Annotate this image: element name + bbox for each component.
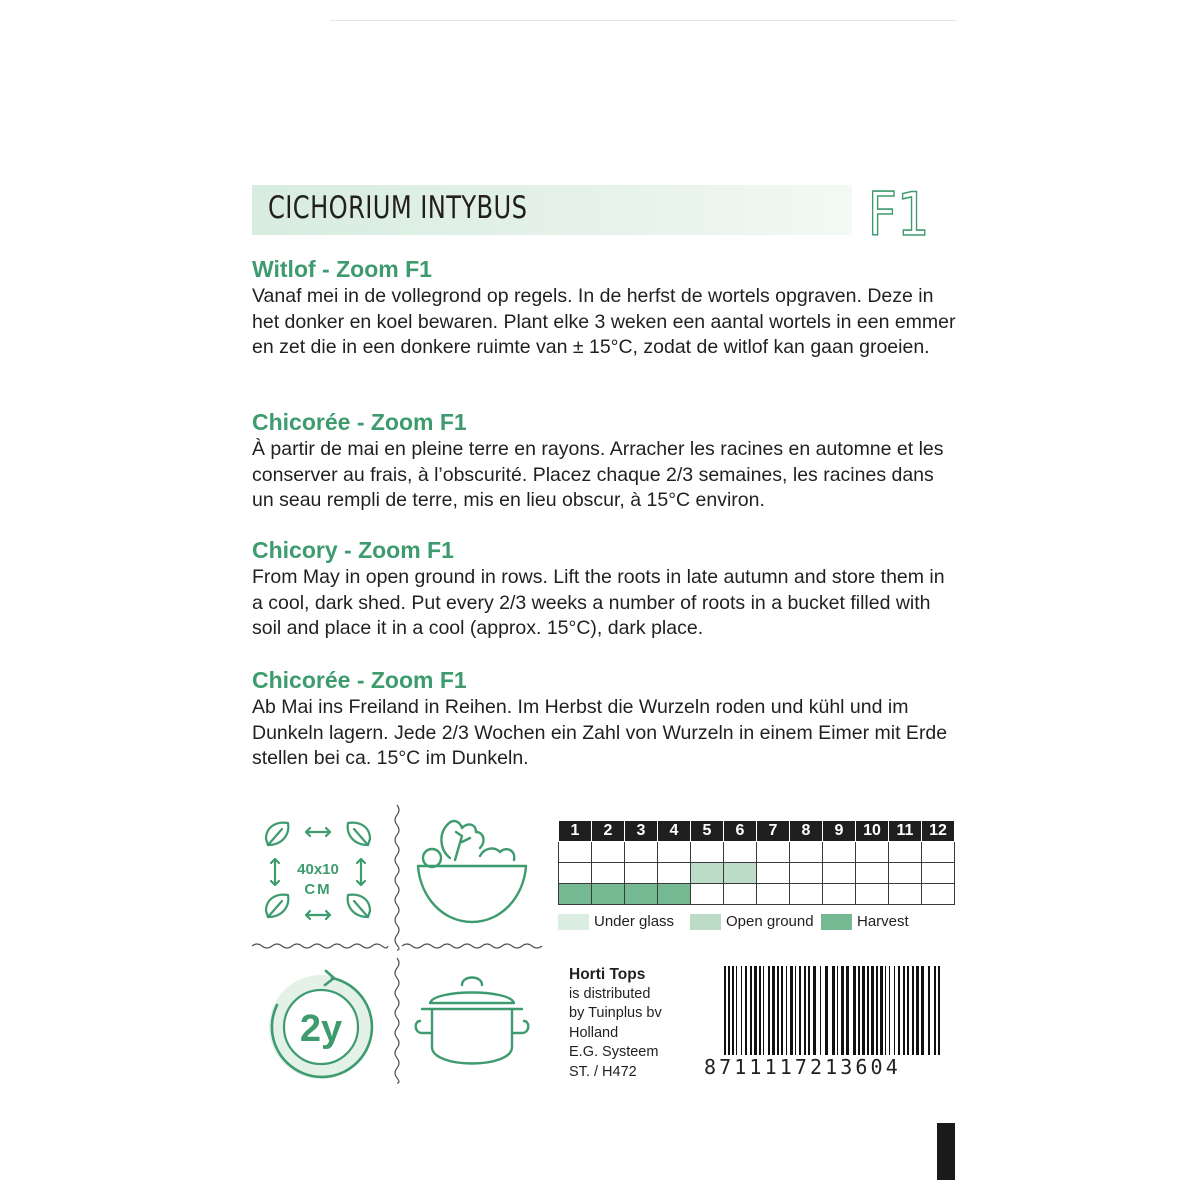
legend-label-open-ground: Open ground — [726, 913, 814, 930]
barcode-bar — [880, 966, 883, 1058]
calendar-cell-harvest-month-2 — [592, 884, 625, 905]
sowing-calendar — [558, 820, 955, 905]
legend-harvest — [821, 913, 909, 930]
distributor-line: ST. / H472 — [569, 1063, 637, 1080]
barcode-bar — [853, 966, 856, 1058]
calendar-cell-harvest-month-8 — [790, 884, 823, 905]
calendar-cell-under-glass-month-5 — [691, 842, 724, 863]
barcode-bar — [745, 966, 747, 1058]
barcode-bar — [808, 966, 810, 1058]
barcode-bar — [768, 966, 770, 1058]
cooking-pot-icon — [410, 965, 535, 1080]
barcode-bar — [916, 966, 919, 1058]
calendar-cell-open-ground-month-11 — [889, 863, 922, 884]
barcode-bar — [786, 966, 787, 1058]
barcode-bar — [912, 966, 914, 1058]
month-3: 3 — [625, 821, 658, 842]
calendar-cell-harvest-month-10 — [856, 884, 889, 905]
barcode-bar — [777, 966, 779, 1058]
barcode-bar — [907, 966, 909, 1058]
month-8: 8 — [790, 821, 823, 842]
calendar-cell-under-glass-month-6 — [724, 842, 757, 863]
calendar-cell-harvest-month-4 — [658, 884, 691, 905]
calendar-cell-under-glass-month-12 — [922, 842, 955, 863]
wavy-divider-horizontal-left — [252, 942, 388, 950]
barcode-bar — [898, 966, 900, 1058]
barcode-bar — [795, 966, 796, 1058]
calendar-cell-open-ground-month-1 — [559, 863, 592, 884]
barcode-bar — [759, 966, 761, 1058]
barcode-bar — [820, 966, 821, 1058]
calendar-cell-open-ground-month-2 — [592, 863, 625, 884]
barcode-bar — [837, 966, 838, 1058]
barcode-bar — [799, 966, 801, 1058]
calendar-row-harvest — [559, 884, 955, 905]
calendar-cell-open-ground-month-3 — [625, 863, 658, 884]
wavy-divider-vertical-bottom — [393, 958, 401, 1083]
barcode-bar — [736, 966, 737, 1058]
spacing-unit: CM — [304, 881, 332, 898]
calendar-cell-harvest-month-3 — [625, 884, 658, 905]
section-title-en: Chicory - Zoom F1 — [252, 537, 454, 563]
calendar-cell-open-ground-month-5 — [691, 863, 724, 884]
month-7: 7 — [757, 821, 790, 842]
distributor-line: E.G. Systeem — [569, 1044, 659, 1060]
calendar-cell-harvest-month-7 — [757, 884, 790, 905]
calendar-cell-open-ground-month-6 — [724, 863, 757, 884]
top-divider — [330, 20, 956, 21]
calendar-cell-under-glass-month-10 — [856, 842, 889, 863]
wavy-divider-horizontal-right — [402, 942, 542, 950]
barcode-bar — [790, 966, 793, 1058]
section-title-de: Chicorée - Zoom F1 — [252, 667, 467, 693]
barcode-bar — [763, 966, 764, 1058]
section-body-fr: À partir de mai en pleine terre en rayons. Arracher les racines en automne et les conserver au frais, à l’obscurité. Placez chaque 2/3 semaines, les racines dans un seau rempli de terre, mis en lieu obscur, à 15°C environ. — [252, 438, 944, 512]
legend-under-glass — [558, 913, 674, 930]
section-body-en: From May in open ground in rows. Lift the roots in late autumn and store them in a cool, dark shed. Put every 2/3 weeks a number of roots in a bucket filled with soil and place it in a cool (approx. 15°C), dark place. — [252, 566, 945, 640]
f1-badge-text: F1 — [867, 180, 930, 251]
barcode-number: 8711117213604 — [704, 1055, 950, 1079]
calendar-cell-open-ground-month-4 — [658, 863, 691, 884]
legend-swatch-harvest — [821, 914, 852, 930]
calendar-cell-harvest-month-6 — [724, 884, 757, 905]
calendar-cell-under-glass-month-11 — [889, 842, 922, 863]
month-6: 6 — [724, 821, 757, 842]
calendar-cell-under-glass-month-1 — [559, 842, 592, 863]
barcode-bar — [772, 966, 775, 1058]
calendar-cell-open-ground-month-9 — [823, 863, 856, 884]
barcode-bar — [871, 966, 874, 1058]
barcode-bar — [894, 966, 895, 1058]
barcode-bar — [754, 966, 757, 1058]
calendar-cell-under-glass-month-9 — [823, 842, 856, 863]
barcode-bar — [867, 966, 869, 1058]
barcode-bar — [732, 966, 734, 1058]
month-10: 10 — [856, 821, 889, 842]
barcode-bar — [846, 966, 849, 1058]
barcode-bar — [841, 966, 844, 1058]
lifecycle-label: 2y — [299, 1008, 343, 1050]
calendar-cell-under-glass-month-8 — [790, 842, 823, 863]
barcode-bar — [813, 966, 816, 1058]
calendar-row-open-ground — [559, 863, 955, 884]
barcode-bar — [750, 966, 752, 1058]
plant-spacing-icon — [258, 815, 378, 933]
legend-swatch-open-ground — [690, 914, 721, 930]
section-title-nl: Witlof - Zoom F1 — [252, 256, 432, 282]
calendar-month-header — [559, 821, 955, 842]
distributor-line: by Tuinplus bv — [569, 1005, 662, 1021]
calendar-cell-open-ground-month-7 — [757, 863, 790, 884]
barcode-bar — [862, 966, 865, 1058]
barcode-bar — [876, 966, 878, 1058]
calendar-cell-under-glass-month-4 — [658, 842, 691, 863]
month-4: 4 — [658, 821, 691, 842]
calendar-cell-harvest-month-9 — [823, 884, 856, 905]
biennial-cycle-icon — [262, 965, 380, 1083]
calendar-cell-under-glass-month-3 — [625, 842, 658, 863]
calendar-cell-open-ground-month-10 — [856, 863, 889, 884]
legend-open-ground — [690, 913, 814, 930]
calendar-cell-open-ground-month-12 — [922, 863, 955, 884]
calendar-cell-harvest-month-1 — [559, 884, 592, 905]
calendar-cell-open-ground-month-8 — [790, 863, 823, 884]
distributor-block — [569, 965, 662, 1082]
legend-swatch-under-glass — [558, 914, 589, 930]
barcode-bar — [832, 966, 835, 1058]
month-5: 5 — [691, 821, 724, 842]
legend-label-under-glass: Under glass — [594, 913, 675, 930]
distributor-brand: Horti Tops — [569, 966, 646, 983]
section-title-fr: Chicorée - Zoom F1 — [252, 409, 467, 435]
barcode-bar — [781, 966, 783, 1058]
barcode-bar — [903, 966, 905, 1058]
section-body-nl: Vanaf mei in de vollegrond op regels. In de herfst de wortels opgraven. Deze in het donker en koel bewaren. Plant elke 3 weken een aantal wortels in een emmer en zet die in een donkere ruimte van ± 15°C, zodat de witlof kan gaan groeien. — [252, 285, 956, 359]
print-registration-mark — [937, 1123, 955, 1180]
barcode-bar — [921, 966, 924, 1058]
barcode-bar — [858, 966, 860, 1058]
month-11: 11 — [889, 821, 922, 842]
month-12: 12 — [922, 821, 955, 842]
month-9: 9 — [823, 821, 856, 842]
distributor-line: Holland — [569, 1024, 619, 1041]
barcode-bar — [928, 966, 930, 1058]
legend-label-harvest: Harvest — [857, 913, 909, 930]
distributor-line: is distributed — [569, 985, 651, 1002]
salad-bowl-icon — [410, 810, 535, 935]
month-1: 1 — [559, 821, 592, 842]
species-name: CICHORIUM INTYBUS — [268, 190, 528, 226]
f1-hybrid-badge — [867, 180, 930, 251]
barcode-bar — [885, 966, 886, 1058]
calendar-cell-harvest-month-11 — [889, 884, 922, 905]
barcode-bar — [741, 966, 742, 1058]
month-2: 2 — [592, 821, 625, 842]
wavy-divider-vertical-top — [393, 805, 401, 950]
calendar-cell-under-glass-month-7 — [757, 842, 790, 863]
calendar-row-under-glass — [559, 842, 955, 863]
section-body-de: Ab Mai ins Freiland in Reihen. Im Herbst die Wurzeln roden und kühl und im Dunkeln lagern. Jede 2/3 Wochen ein Zahl von Wurzeln in einem Eimer mit Erde stellen bei ca. 15°C im Dunkeln. — [252, 696, 948, 770]
calendar-cell-under-glass-month-2 — [592, 842, 625, 863]
spacing-value: 40x10 — [297, 861, 339, 878]
barcode-bar — [889, 966, 890, 1058]
calendar-cell-harvest-month-5 — [691, 884, 724, 905]
barcode-bar — [804, 966, 806, 1058]
calendar-cell-harvest-month-12 — [922, 884, 955, 905]
